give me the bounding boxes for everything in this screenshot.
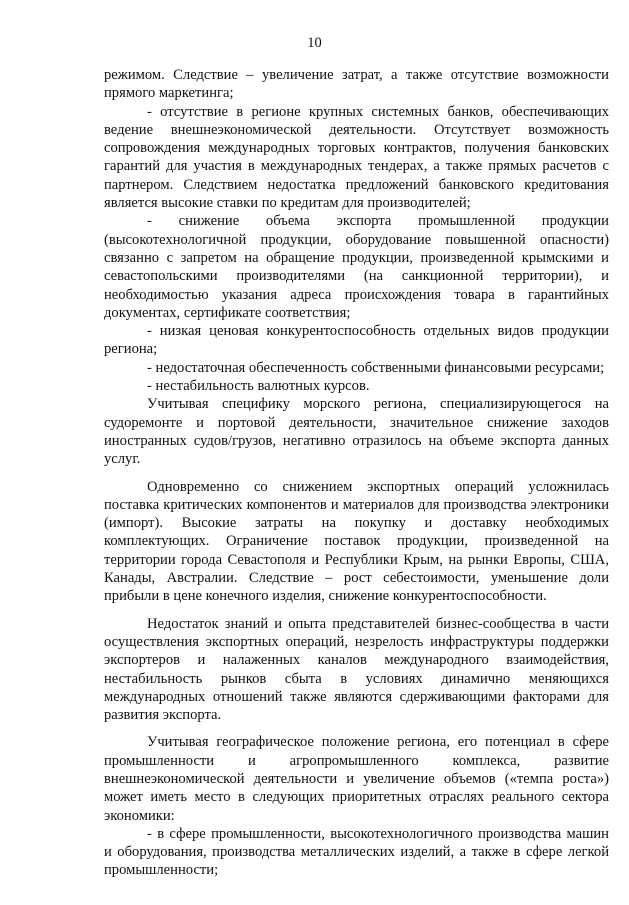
list-item-paragraph: - снижение объема экспорта промышленной продукции (высокотехнологичной продукции, оборудование повышенной опасности) связанно с запретом на обращение продукции, произведенной крымскими и севастопольскими производителями (на санкционной территории), и необходимостью указания адреса происхождения товара в гарантийных документах, сертификате соответствия;: [104, 213, 609, 321]
text-body: [104, 66, 609, 880]
paragraph: режимом. Следствие – увеличение затрат, а также отсутствие возможности прямого маркетинга;: [104, 67, 609, 102]
list-item-paragraph: - отсутствие в регионе крупных системных банков, обеспечивающих ведение внешнеэкономической деятельности. Отсутствует возможность сопровождения международных торговых контрактов, получения банковских гарантий для участия в международных тендерах, а также прямых расчетов с партнером. Следствием недостатка предложений банковского кредитования является высокие ставки по кредитам для производителей;: [104, 103, 609, 212]
list-item-paragraph: - недостаточная обеспеченность собственными финансовыми ресурсами;: [147, 359, 605, 376]
paragraph: Одновременно со снижением экспортных операций усложнилась поставка критических компонентов и материалов для производства электроники (импорт). Высокие затраты на покупку и доставку необходимых комплектующих. Ограничение поставок продукции, произведенной на территории города Севастополя и Республики Крым, на рынки Европы, США, Канады, Австралии. Следствие – рост себестоимости, уменьшение доли прибыли в цене конечного изделия, снижение конкурентоспособности.: [104, 478, 609, 605]
list-item-paragraph: - низкая ценовая конкурентоспособность отдельных видов продукции региона;: [104, 323, 609, 358]
list-item-paragraph: - в сфере промышленности, высокотехнологичного производства машин и оборудования, производства металлических изделий, а также в сфере легкой промышленности;: [104, 825, 609, 879]
paragraph: Недостаток знаний и опыта представителей бизнес-сообщества в части осуществления экспортных операций, незрелость инфраструктуры поддержки экспортеров и налаженных каналов международного взаимодействия, нестабильность рынков сбыта в условиях динамично меняющихся международных отношений также являются сдерживающими факторами для развития экспорта.: [104, 615, 609, 724]
paragraph: Учитывая специфику морского региона, специализирующегося на судоремонте и портовой деятельности, значительное снижение заходов иностранных судов/грузов, негативно отразилось на объеме экспорта данных услуг.: [104, 396, 609, 468]
paragraph: Учитывая географическое положение региона, его потенциал в сфере промышленности и агропромышленного комплекса, развитие внешнеэкономической деятельности и увеличение объемов («темпа роста») может иметь место в следующих приоритетных отраслях реального сектора экономики:: [104, 734, 609, 824]
page-number: 10: [307, 35, 322, 51]
list-item-paragraph: - нестабильность валютных курсов.: [147, 378, 370, 395]
